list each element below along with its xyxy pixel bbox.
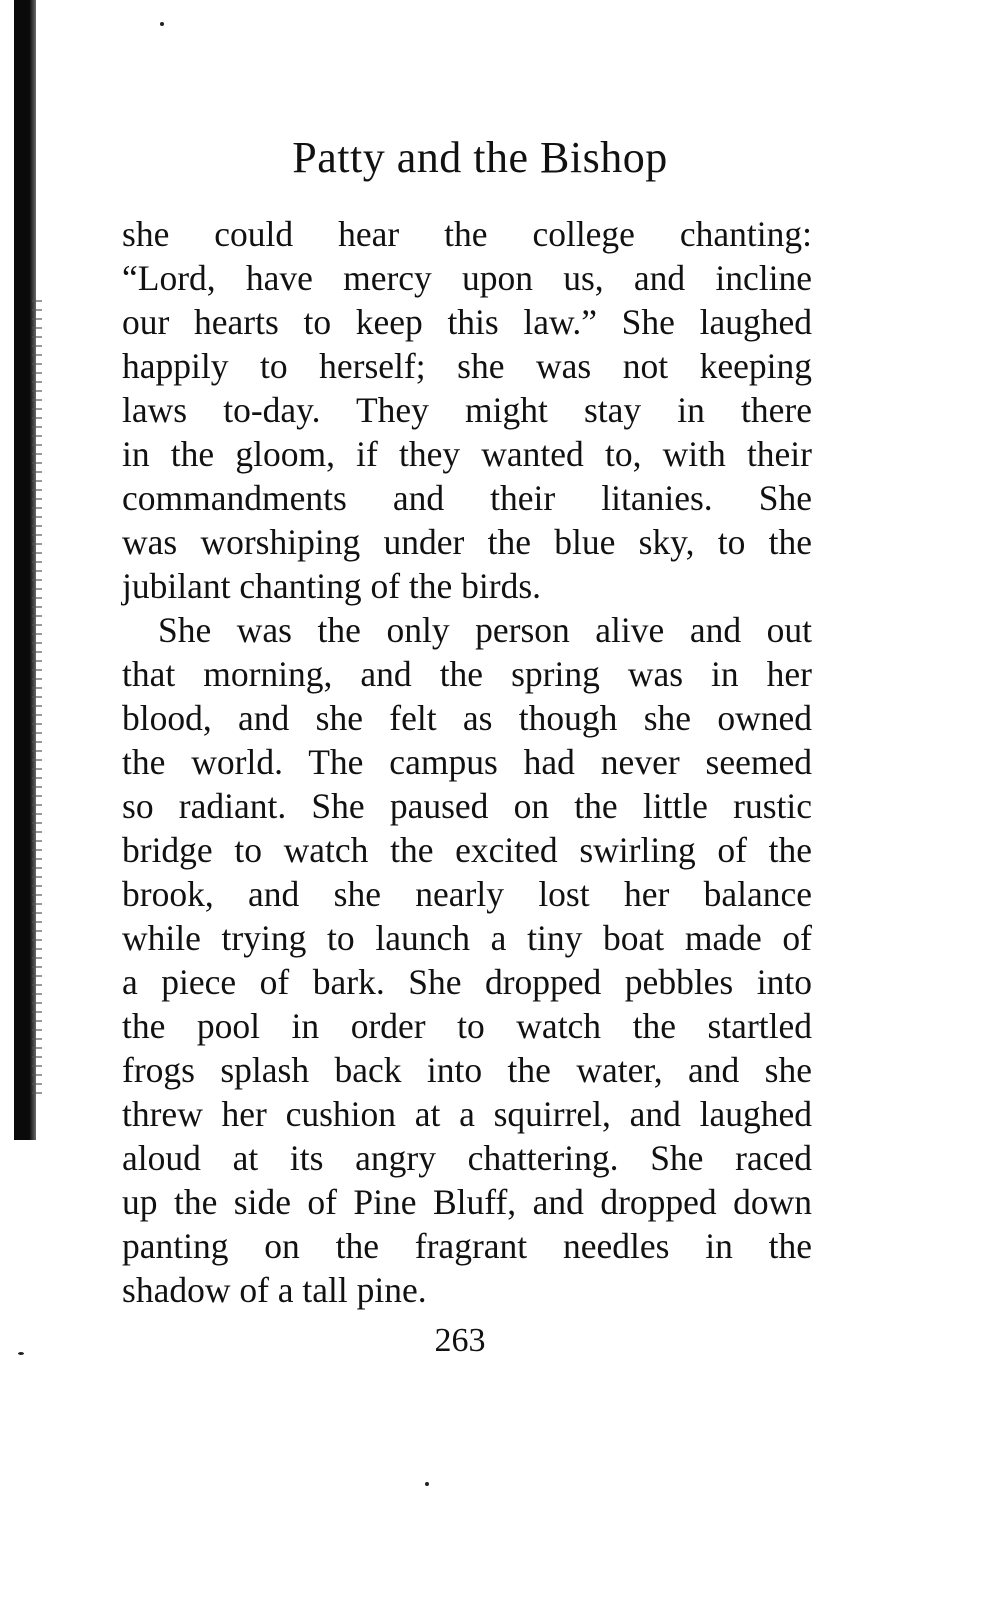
scan-speck — [160, 22, 164, 26]
text-line: frogs splash back into the water, and she — [122, 1050, 812, 1090]
text-line: aloud at its angry chattering. She raced — [122, 1138, 812, 1178]
text-line: laws to-day. They might stay in there — [122, 390, 812, 430]
scan-speck — [425, 1482, 429, 1486]
text-line: she could hear the college chanting: — [122, 214, 812, 254]
text-line: while trying to launch a tiny boat made of — [122, 918, 812, 958]
text-line: so radiant. She paused on the little rustic — [122, 786, 812, 826]
running-head: Patty and the Bishop — [292, 133, 668, 182]
text-line: a piece of bark. She dropped pebbles into — [122, 962, 812, 1002]
text-line: was worshiping under the blue sky, to the — [122, 522, 812, 562]
text-line: panting on the fragrant needles in the — [122, 1226, 812, 1266]
text-line: happily to herself; she was not keeping — [122, 346, 812, 386]
text-line: commandments and their litanies. She — [122, 478, 812, 518]
paragraph-2 — [122, 608, 812, 1312]
text-line: up the side of Pine Bluff, and dropped down — [122, 1182, 812, 1222]
text-line: bridge to watch the excited swirling of the — [122, 830, 812, 870]
text-line: “Lord, have mercy upon us, and incline — [122, 258, 812, 298]
text-line: threw her cushion at a squirrel, and laughed — [122, 1094, 812, 1134]
text-line: the pool in order to watch the startled — [122, 1006, 812, 1046]
text-line: blood, and she felt as though she owned — [122, 698, 812, 738]
page-number: 263 — [434, 1322, 486, 1359]
text-line: the world. The campus had never seemed — [122, 742, 812, 782]
text-line: jubilant chanting of the birds. — [122, 566, 542, 606]
text-line: that morning, and the spring was in her — [122, 654, 812, 694]
text-line: She was the only person alive and out — [158, 610, 812, 650]
text-line: our hearts to keep this law.” She laughed — [122, 302, 812, 342]
body-text — [122, 212, 812, 1312]
text-line: shadow of a tall pine. — [122, 1270, 427, 1310]
text-line: brook, and she nearly lost her balance — [122, 874, 812, 914]
paragraph-1 — [122, 212, 812, 608]
text-line: in the gloom, if they wanted to, with their — [122, 434, 812, 474]
binding-shadow — [32, 300, 42, 1100]
